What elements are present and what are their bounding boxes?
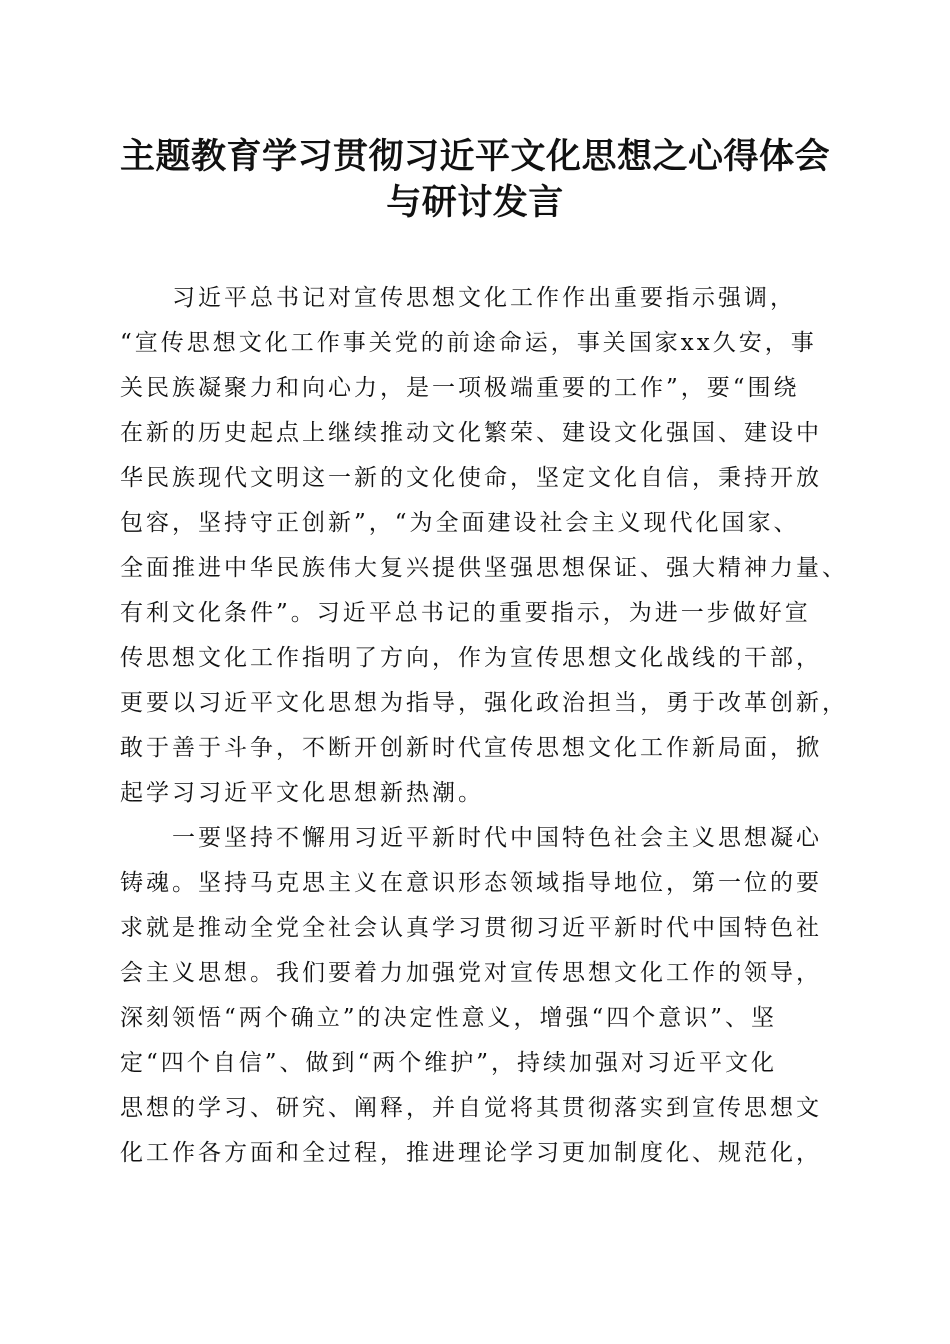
paragraph-line: 铸魂。坚持马克思主义在意识形态领域指导地位，第一位的要	[120, 870, 822, 896]
paragraph-line: 深刻领悟“两个确立”的决定性意义，增强“四个意识”、坚	[120, 1005, 778, 1031]
paragraph-line: 在新的历史起点上继续推动文化繁荣、建设文化强国、建设中	[120, 420, 822, 446]
paragraph-line: 化工作各方面和全过程，推进理论学习更加制度化、规范化，	[120, 1140, 822, 1166]
paragraph-line: 思想的学习、研究、阐释，并自觉将其贯彻落实到宣传思想文	[120, 1095, 822, 1121]
paragraph-line: “宣传思想文化工作事关党的前途命运，事关国家xx久安，事	[120, 330, 817, 356]
paragraph-line: 敢于善于斗争，不断开创新时代宣传思想文化工作新局面，掀	[120, 735, 822, 761]
paragraph-1	[120, 276, 848, 816]
paragraph-line: 会主义思想。我们要着力加强党对宣传思想文化工作的领导，	[120, 960, 822, 986]
paragraph-line: 求就是推动全党全社会认真学习贯彻习近平新时代中国特色社	[120, 915, 822, 941]
paragraph-line: 有利文化条件”。习近平总书记的重要指示，为进一步做好宣	[120, 600, 811, 626]
paragraph-line: 传思想文化工作指明了方向，作为宣传思想文化战线的干部，	[120, 645, 822, 671]
paragraph-line: 全面推进中华民族伟大复兴提供坚强思想保证、强大精神力量、	[120, 555, 848, 581]
document-title	[80, 134, 870, 226]
title-line-2: 与研讨发言	[386, 182, 564, 223]
paragraph-line: 起学习习近平文化思想新热潮。	[120, 780, 484, 806]
paragraph-line: 定“四个自信”、做到“两个维护”，持续加强对习近平文化	[120, 1050, 778, 1076]
paragraph-line: 包容，坚持守正创新”，“为全面建设社会主义现代化国家、	[120, 510, 800, 536]
paragraph-2	[120, 816, 840, 1176]
document-body	[120, 276, 848, 1176]
title-line-1: 主题教育学习贯彻习近平文化思想之心得体会	[119, 136, 830, 177]
paragraph-line: 更要以习近平文化思想为指导，强化政治担当，勇于改革创新，	[120, 690, 848, 716]
paragraph-line: 华民族现代文明这一新的文化使命，坚定文化自信，秉持开放	[120, 465, 822, 491]
paragraph-line: 关民族凝聚力和向心力，是一项极端重要的工作”，要“围绕	[120, 375, 800, 401]
paragraph-line: 一要坚持不懈用习近平新时代中国特色社会主义思想凝心	[172, 825, 822, 851]
paragraph-line: 习近平总书记对宣传思想文化工作作出重要指示强调，	[172, 285, 796, 311]
